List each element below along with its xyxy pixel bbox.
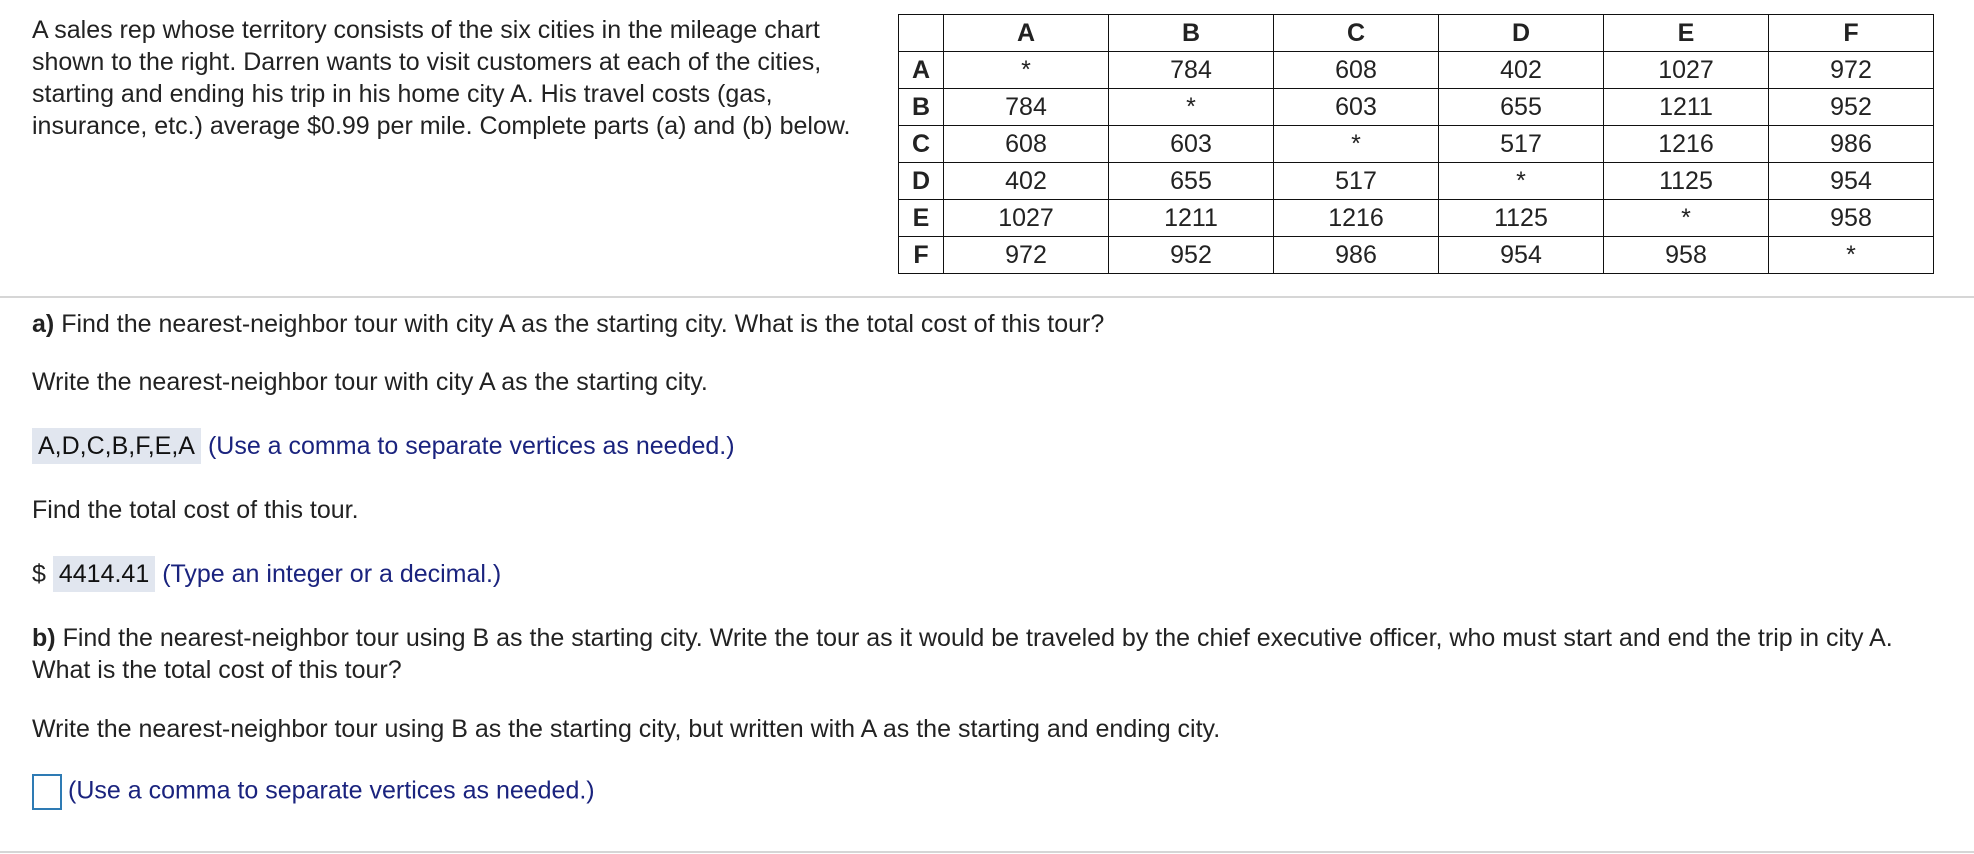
mileage-cell: 954 <box>1769 163 1934 200</box>
row-header: F <box>899 237 944 274</box>
bottom-divider <box>0 851 1974 853</box>
mileage-cell: 986 <box>1274 237 1439 274</box>
row-header: E <box>899 200 944 237</box>
table-header-row <box>899 15 1934 52</box>
column-header: E <box>1604 15 1769 52</box>
mileage-cell: 784 <box>1109 52 1274 89</box>
mileage-cell: 1211 <box>1604 89 1769 126</box>
table-row <box>899 126 1934 163</box>
mileage-cell: 1216 <box>1604 126 1769 163</box>
mileage-cell: 1216 <box>1274 200 1439 237</box>
mileage-cell: * <box>1769 237 1934 274</box>
mileage-cell: 972 <box>1769 52 1934 89</box>
mileage-cell: 1027 <box>1604 52 1769 89</box>
column-header: D <box>1439 15 1604 52</box>
table-corner-cell <box>899 15 944 52</box>
part-a-prompt-tour: Write the nearest-neighbor tour with city A as the starting city. <box>32 368 708 396</box>
currency-symbol: $ <box>32 560 46 588</box>
part-a-label: a) <box>32 310 55 338</box>
mileage-cell: * <box>1439 163 1604 200</box>
mileage-cell: 784 <box>944 89 1109 126</box>
mileage-cell: 517 <box>1439 126 1604 163</box>
mileage-cell: 608 <box>1274 52 1439 89</box>
mileage-cell: * <box>1274 126 1439 163</box>
part-a-prompt-cost: Find the total cost of this tour. <box>32 496 359 524</box>
table-row <box>899 163 1934 200</box>
tour-answer-field[interactable]: A,D,C,B,F,E,A <box>32 428 201 464</box>
mileage-cell: 655 <box>1109 163 1274 200</box>
part-b-tour-answer-row <box>32 774 595 810</box>
mileage-cell: 1027 <box>944 200 1109 237</box>
part-b-question-text: Find the nearest-neighbor tour using B as the starting city. Write the tour as it would be traveled by the chief executive officer, who must start and end the trip in city A. What is the total cost of this tour? <box>32 624 1893 684</box>
mileage-cell: 608 <box>944 126 1109 163</box>
mileage-cell: 603 <box>1274 89 1439 126</box>
mileage-cell: 517 <box>1274 163 1439 200</box>
row-header: B <box>899 89 944 126</box>
mileage-cell: 958 <box>1769 200 1934 237</box>
table-row <box>899 237 1934 274</box>
cost-answer-field[interactable]: 4414.41 <box>53 556 155 592</box>
part-b-tour-hint: (Use a comma to separate vertices as needed.) <box>68 776 595 805</box>
part-a-question <box>32 308 1104 340</box>
part-b-prompt-tour: Write the nearest-neighbor tour using B as the starting city, but written with A as the starting and ending city. <box>32 715 1221 743</box>
cost-hint: (Type an integer or a decimal.) <box>162 560 502 588</box>
part-a-tour-answer-row <box>32 428 735 464</box>
table-row <box>899 52 1934 89</box>
tour-hint: (Use a comma to separate vertices as needed.) <box>207 432 735 460</box>
part-b-question <box>32 622 1952 686</box>
mileage-cell: 986 <box>1769 126 1934 163</box>
row-header: C <box>899 126 944 163</box>
mileage-cell: * <box>944 52 1109 89</box>
mileage-cell: 402 <box>944 163 1109 200</box>
mileage-cell: 603 <box>1109 126 1274 163</box>
mileage-cell: 1125 <box>1439 200 1604 237</box>
row-header: D <box>899 163 944 200</box>
mileage-cell: 1125 <box>1604 163 1769 200</box>
part-b-tour-input[interactable] <box>32 774 62 810</box>
mileage-cell: * <box>1109 89 1274 126</box>
mileage-cell: 958 <box>1604 237 1769 274</box>
column-header: C <box>1274 15 1439 52</box>
part-a-cost-answer-row <box>32 556 501 592</box>
part-a-question-text: Find the nearest-neighbor tour with city A as the starting city. What is the total cost of this tour? <box>61 310 1105 338</box>
row-header: A <box>899 52 944 89</box>
table-row <box>899 200 1934 237</box>
part-b-label: b) <box>32 624 56 652</box>
section-divider <box>0 296 1974 298</box>
mileage-cell: 954 <box>1439 237 1604 274</box>
mileage-cell: * <box>1604 200 1769 237</box>
column-header: A <box>944 15 1109 52</box>
mileage-cell: 1211 <box>1109 200 1274 237</box>
mileage-cell: 952 <box>1109 237 1274 274</box>
column-header: F <box>1769 15 1934 52</box>
mileage-cell: 952 <box>1769 89 1934 126</box>
mileage-cell: 402 <box>1439 52 1604 89</box>
mileage-cell: 972 <box>944 237 1109 274</box>
column-header: B <box>1109 15 1274 52</box>
problem-intro: A sales rep whose territory consists of the six cities in the mileage chart shown to the right. Darren wants to visit customers at each of the cities, starting and ending his trip in his home city A. His travel costs (gas, insurance, etc.) average $0.99 per mile. Complete parts (a) and (b) below. <box>32 16 851 140</box>
mileage-cell: 655 <box>1439 89 1604 126</box>
table-row <box>899 89 1934 126</box>
mileage-table <box>898 14 1934 274</box>
